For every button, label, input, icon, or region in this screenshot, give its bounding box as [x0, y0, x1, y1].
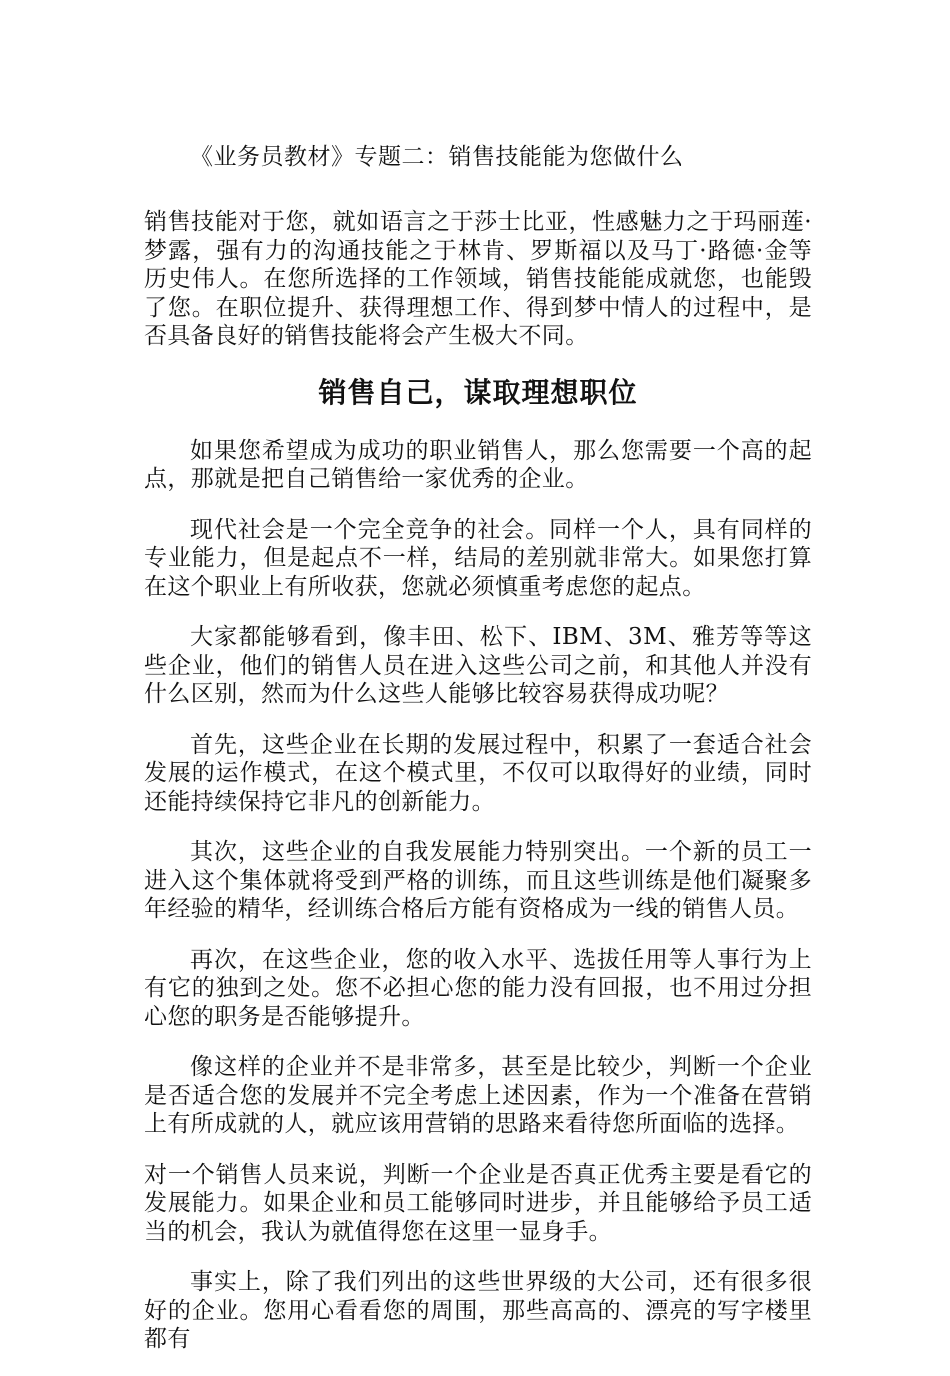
body-paragraph: 如果您希望成为成功的职业销售人，那么您需要一个高的起点，那就是把自己销售给一家优秀的企业。 [144, 437, 812, 492]
intro-paragraph: 销售技能对于您，就如语言之于莎士比亚，性感魅力之于玛丽莲·梦露，强有力的沟通技能之于林肯、罗斯福以及马丁·路德·金等历史伟人。在您所选择的工作领域，销售技能能成就您，也能毁了您。在职位提升、获得理想工作、得到梦中情人的过程中，是否具备良好的销售技能将会产生极大不同。 [144, 209, 812, 349]
body-paragraph: 首先，这些企业在长期的发展过程中，积累了一套适合社会发展的运作模式，在这个模式里，不仅可以取得好的业绩，同时还能持续保持它非凡的创新能力。 [144, 731, 812, 815]
body-paragraph: 再次，在这些企业，您的收入水平、选拔任用等人事行为上有它的独到之处。您不必担心您的能力没有回报，也不用过分担心您的职务是否能够提升。 [144, 946, 812, 1030]
document-title: 《业务员教材》专题二：销售技能能为您做什么 [190, 144, 684, 170]
body-paragraph: 现代社会是一个完全竞争的社会。同样一个人，具有同样的专业能力，但是起点不一样，结局的差别就非常大。如果您打算在这个职业上有所收获，您就必须慎重考虑您的起点。 [144, 516, 812, 600]
body-paragraph: 事实上，除了我们列出的这些世界级的大公司，还有很多很好的企业。您用心看看您的周围，那些高高的、漂亮的写字楼里都有 [144, 1269, 812, 1352]
document-page [144, 140, 812, 1376]
body-paragraph: 其次，这些企业的自我发展能力特别突出。一个新的员工一进入这个集体就将受到严格的训练，而且这些训练是他们凝聚多年经验的精华，经训练合格后方能有资格成为一线的销售人员。 [144, 839, 812, 922]
body-paragraph: 大家都能够看到，像丰田、松下、IBM、3M、雅芳等等这些企业，他们的销售人员在进入这些公司之前，和其他人并没有什么区别，然而为什么这些人能够比较容易获得成功呢？ [144, 624, 812, 707]
section-heading: 销售自己，谋取理想职位 [318, 375, 638, 409]
body-paragraph: 对一个销售人员来说，判断一个企业是否真正优秀主要是看它的发展能力。如果企业和员工能够同时进步，并且能够给予员工适当的机会，我认为就值得您在这里一显身手。 [144, 1161, 812, 1245]
body-paragraph: 像这样的企业并不是非常多，甚至是比较少，判断一个企业是否适合您的发展并不完全考虑上述因素，作为一个准备在营销上有所成就的人，就应该用营销的思路来看待您所面临的选择。 [144, 1054, 812, 1137]
